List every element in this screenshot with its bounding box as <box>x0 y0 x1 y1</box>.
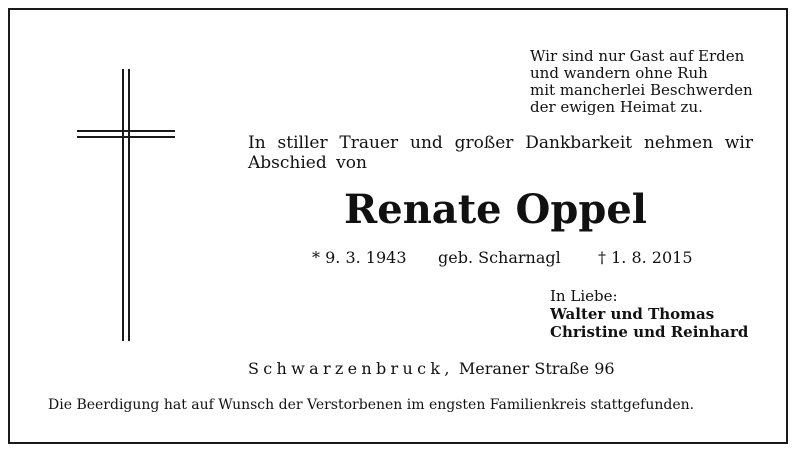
intro-text: In stiller Trauer und großer Dankbarkeit nehmen wir Abschied von <box>248 133 753 173</box>
family-line: Christine und Reinhard <box>550 323 749 341</box>
address <box>248 360 615 378</box>
poem-line: mit mancherlei Beschwerden <box>530 81 753 99</box>
poem-line: der ewigen Heimat zu. <box>530 98 703 116</box>
death-date: † 1. 8. 2015 <box>598 248 693 267</box>
family-line: Walter und Thomas <box>550 305 715 323</box>
address-street: Meraner Straße 96 <box>458 359 615 378</box>
funeral-note: Die Beerdigung hat auf Wunsch der Verstorbenen im engsten Familienkreis stattgefunden. <box>48 397 695 413</box>
signoff-label: In Liebe: <box>550 287 618 305</box>
maiden-name: geb. Scharnagl <box>438 248 561 267</box>
poem-line: und wandern ohne Ruh <box>530 64 708 82</box>
birth-date: * 9. 3. 1943 <box>312 248 407 267</box>
signoff <box>550 287 748 341</box>
poem-line: Wir sind nur Gast auf Erden <box>530 47 745 65</box>
deceased-name: Renate Oppel <box>344 186 647 233</box>
address-place: Schwarzenbruck, <box>248 359 454 378</box>
poem <box>530 48 753 116</box>
